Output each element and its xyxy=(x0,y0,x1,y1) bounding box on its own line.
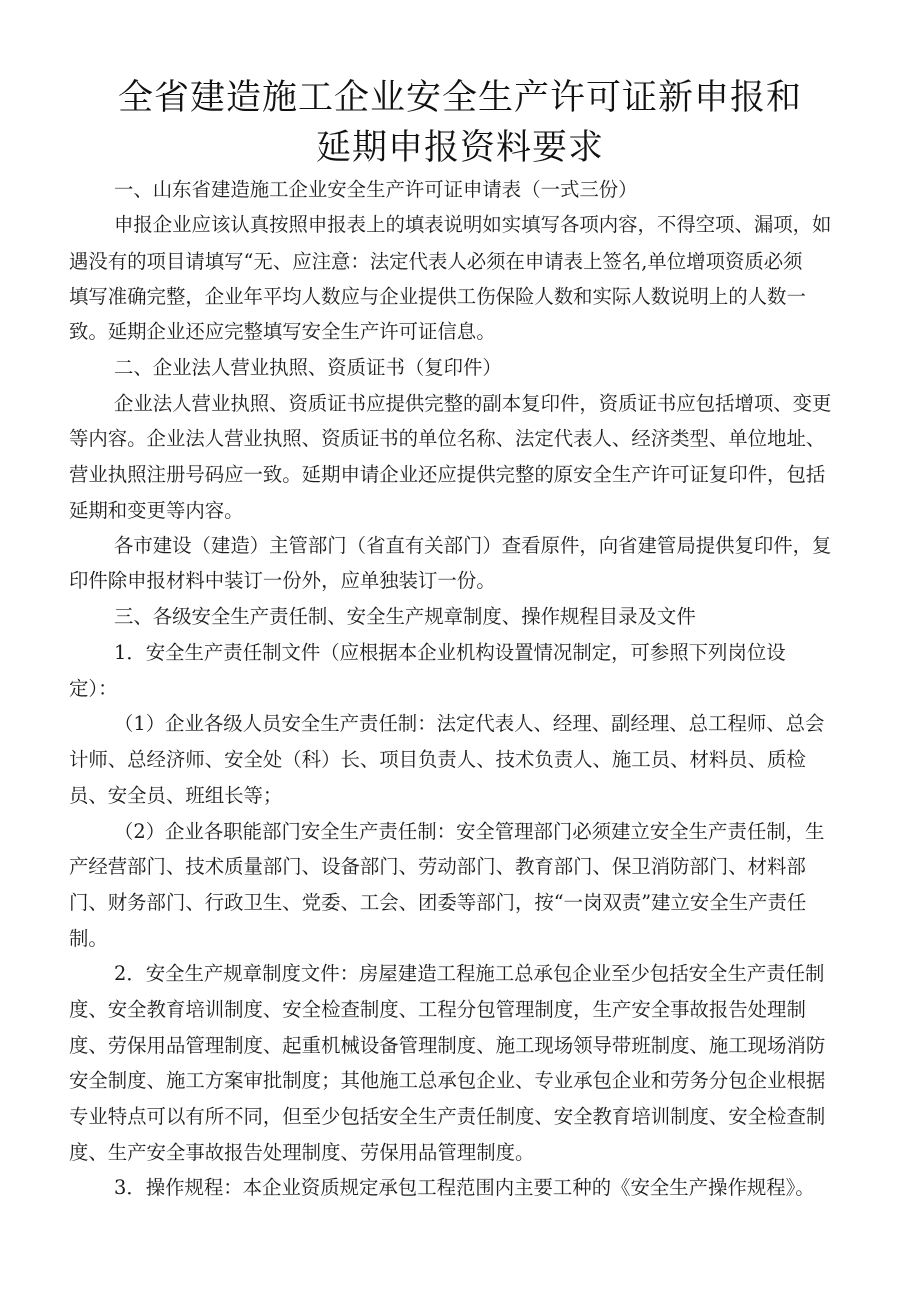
body-line: 产经营部门、技术质量部门、设备部门、劳动部门、教育部门、保卫消防部门、材料部 xyxy=(69,855,806,878)
document-title-line-2: 延期申报资料要求 xyxy=(315,128,604,168)
body-line: 延期和变更等内容。 xyxy=(69,499,244,522)
body-line: 遇没有的项目请填写“无、应注意：法定代表人必须在申请表上签名,单位增项资质必须 xyxy=(69,250,803,273)
body-line: 度、劳保用品管理制度、起重机械设备管理制度、施工现场领导带班制度、施工现场消防 xyxy=(69,1034,826,1057)
body-line: 填写准确完整，企业年平均人数应与企业提供工伤保险人数和实际人数说明上的人数一 xyxy=(69,285,806,308)
body-line: 各市建设（建造）主管部门（省直有关部门）查看原件，向省建管局提供复印件，复 xyxy=(114,534,832,557)
section-heading-business-license: 二、企业法人营业执照、资质证书（复印件） xyxy=(114,356,502,379)
section-heading-application-form: 一、山东省建造施工企业安全生产许可证申请表（一式三份） xyxy=(114,178,638,201)
body-line: 印件除申报材料中装订一份外，应单独装订一份。 xyxy=(69,569,496,592)
document-title-line-1: 全省建造施工企业安全生产许可证新申报和 xyxy=(117,78,802,118)
body-line: 门、财务部门、行政卫生、党委、工会、团委等部门，按“一岗双责”建立安全生产责任 xyxy=(69,891,807,914)
body-line: 专业特点可以有所不同，但至少包括安全生产责任制度、安全教育培训制度、安全检查制 xyxy=(69,1105,826,1128)
body-line: 致。延期企业还应完整填写安全生产许可证信息。 xyxy=(69,320,496,343)
body-line: 安全制度、施工方案审批制度；其他施工总承包企业、专业承包企业和劳务分包企业根据 xyxy=(69,1069,826,1092)
body-line: 员、安全员、班组长等； xyxy=(69,784,283,807)
body-line: 度、安全教育培训制度、安全检查制度、工程分包管理制度，生产安全事故报告处理制 xyxy=(69,998,806,1021)
body-line: 1．安全生产责任制文件（应根据本企业机构设置情况制定，可参照下列岗位设 xyxy=(114,641,786,664)
body-line: 度、生产安全事故报告处理制度、劳保用品管理制度。 xyxy=(69,1141,535,1164)
body-line: 申报企业应该认真按照申报表上的填表说明如实填写各项内容，不得空项、漏项，如 xyxy=(114,213,832,236)
body-line: 3．操作规程：本企业资质规定承包工程范围内主要工种的《安全生产操作规程》。 xyxy=(114,1176,815,1199)
body-line: 定）： xyxy=(69,677,118,700)
body-line: （1）企业各级人员安全生产责任制：法定代表人、经理、副经理、总工程师、总会 xyxy=(114,712,825,735)
body-line: 营业执照注册号码应一致。延期申请企业还应提供完整的原安全生产许可证复印件，包括 xyxy=(69,463,826,486)
body-line: 制。 xyxy=(69,927,108,950)
section-heading-safety-responsibility: 三、各级安全生产责任制、安全生产规章制度、操作规程目录及文件 xyxy=(114,605,696,628)
body-line: 2．安全生产规章制度文件：房屋建造工程施工总承包企业至少包括安全生产责任制 xyxy=(114,962,825,985)
body-line: 计师、总经济师、安全处（科）长、项目负责人、技术负责人、施工员、材料员、质检 xyxy=(69,748,806,771)
body-line: （2）企业各职能部门安全生产责任制：安全管理部门必须建立安全生产责任制，生 xyxy=(114,820,825,843)
body-line: 等内容。企业法人营业执照、资质证书的单位名称、法定代表人、经济类型、单位地址、 xyxy=(69,427,826,450)
body-line: 企业法人营业执照、资质证书应提供完整的副本复印件，资质证书应包括增项、变更 xyxy=(114,392,832,415)
